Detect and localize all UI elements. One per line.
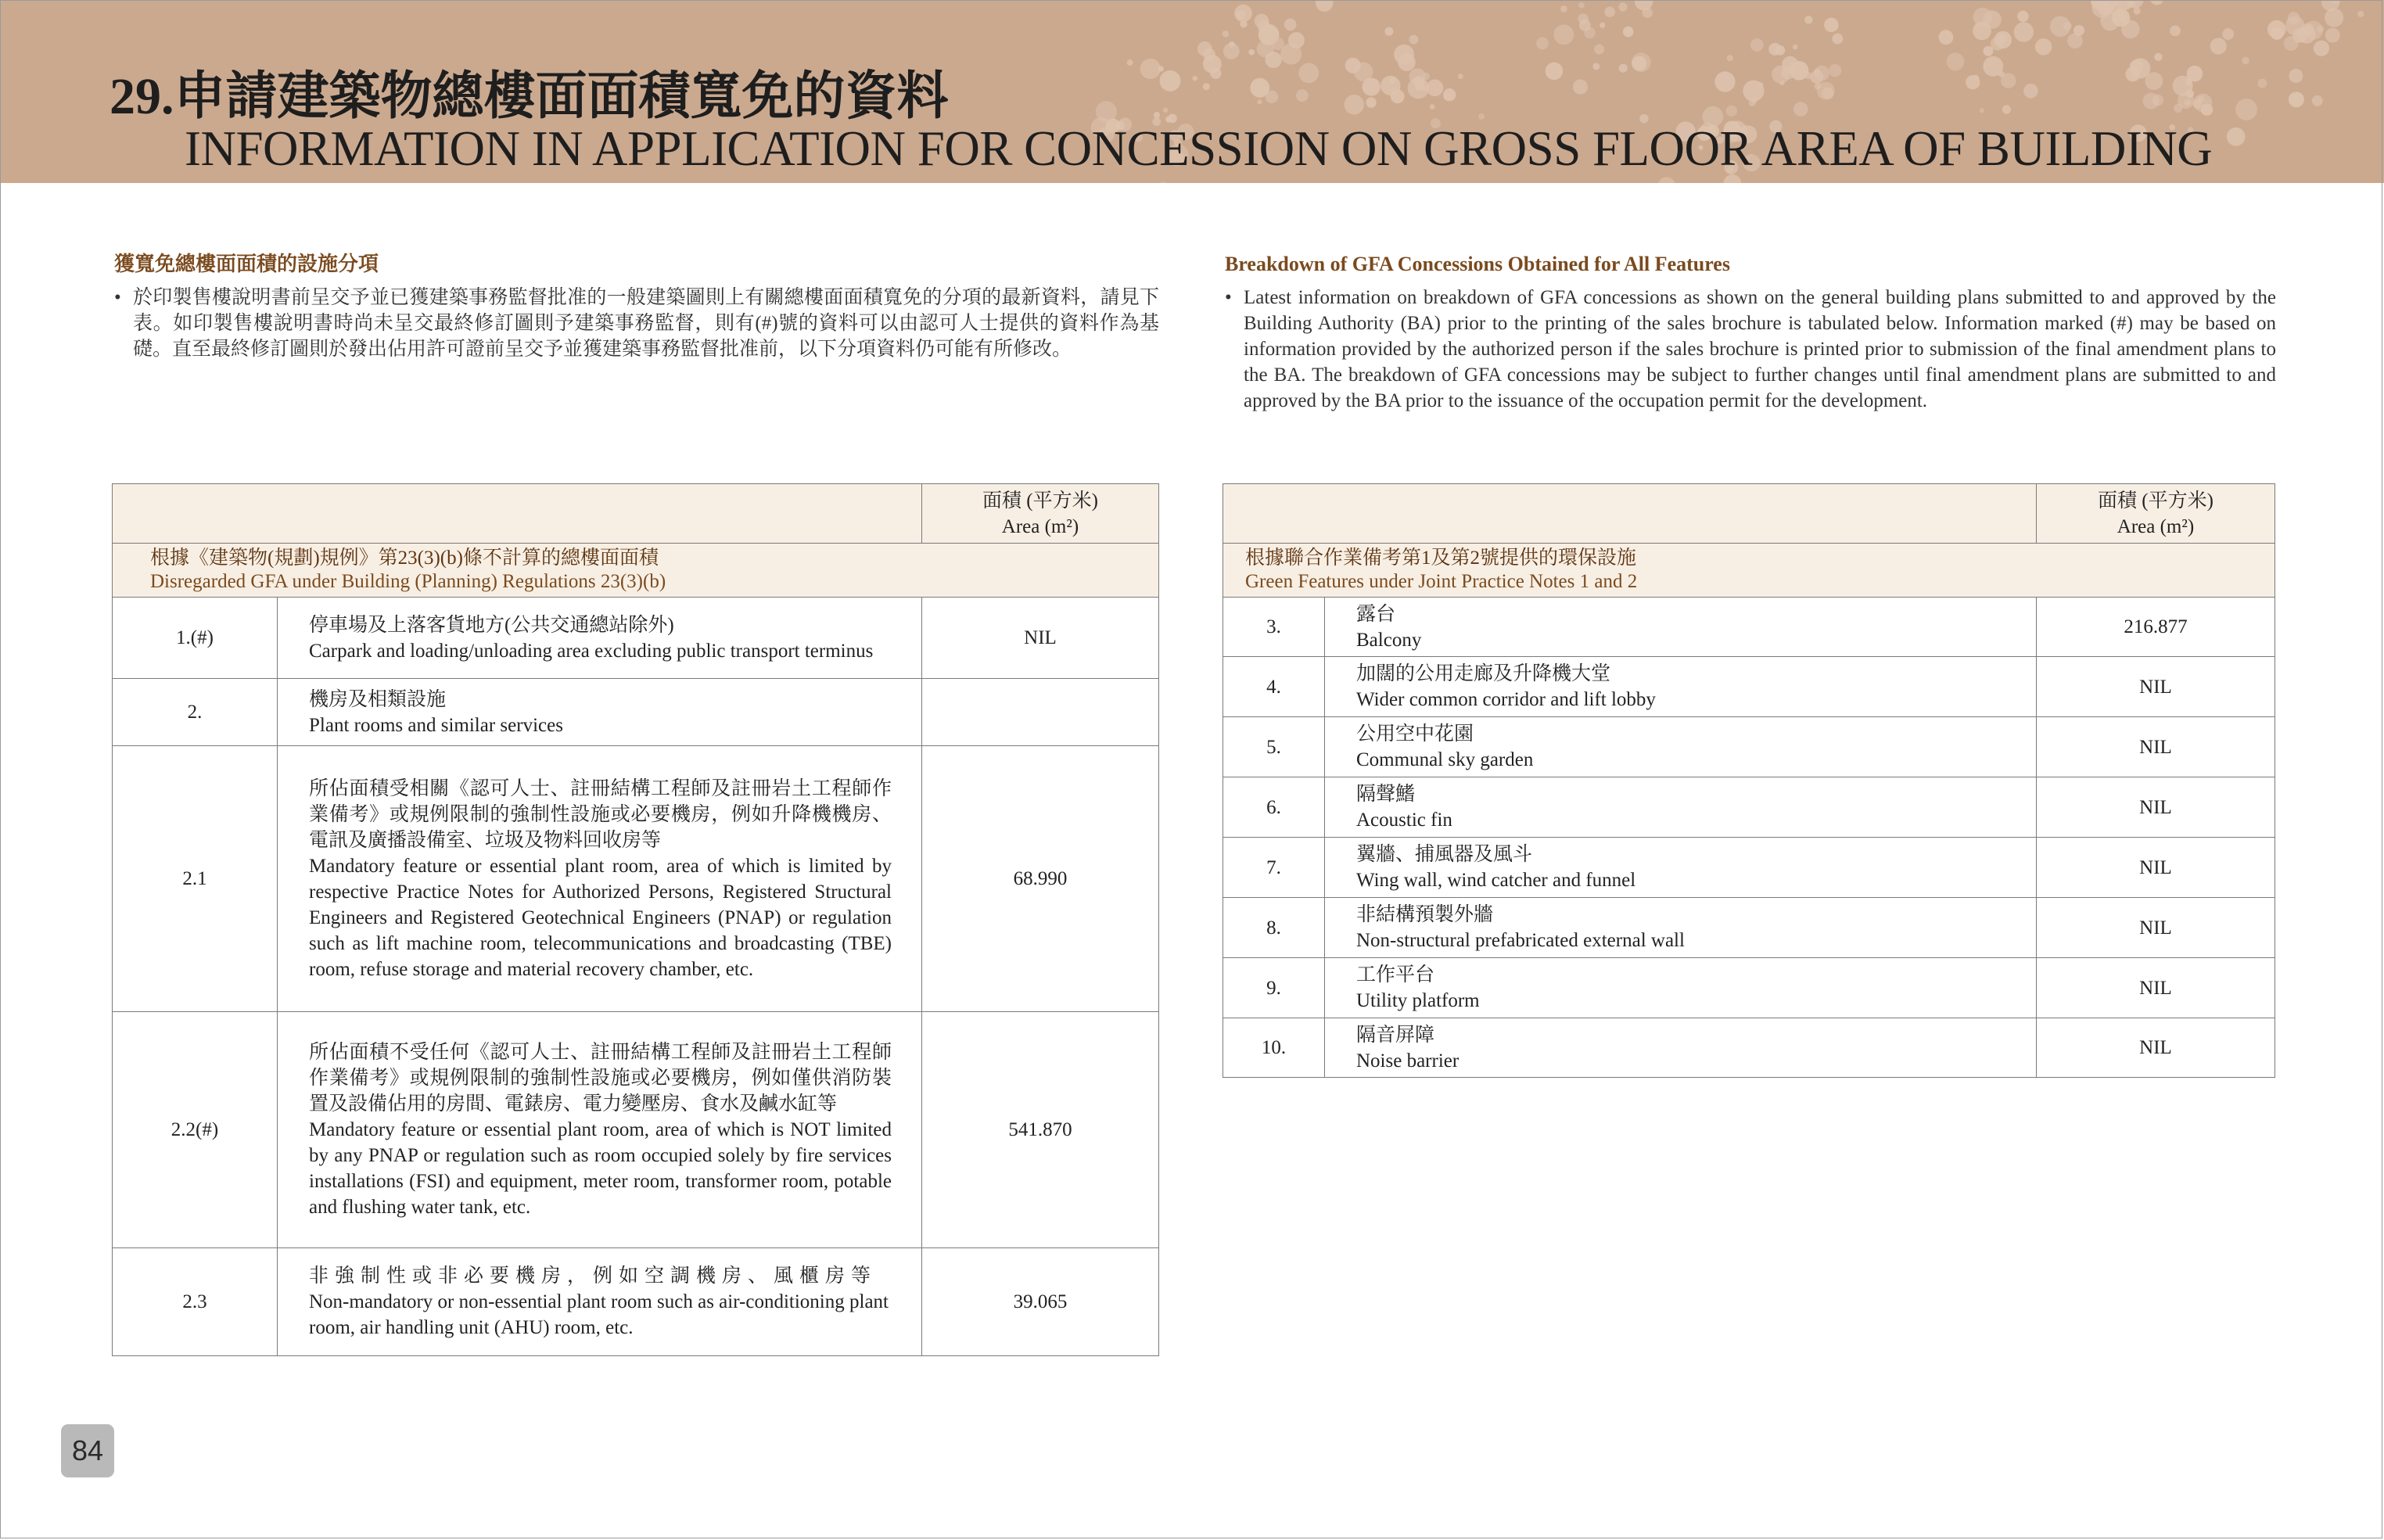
- row-area: NIL: [2037, 717, 2275, 777]
- decorative-dot: [2201, 103, 2213, 115]
- decorative-dot: [1832, 34, 1843, 45]
- table-row: [1223, 717, 2275, 777]
- decorative-dot: [2258, 79, 2267, 88]
- row-desc-en: Non-structural prefabricated external wall: [1356, 930, 1685, 951]
- area-header-en: Area (m²): [1001, 515, 1079, 537]
- decorative-dot: [2063, 22, 2072, 31]
- row-number: 2.: [113, 679, 278, 746]
- decorative-dot: [2314, 41, 2329, 56]
- decorative-dot: [1980, 108, 1984, 113]
- row-number: 6.: [1223, 777, 1325, 838]
- decorative-dot: [2298, 26, 2316, 44]
- decorative-dot: [1750, 38, 1764, 52]
- row-description: [1325, 657, 2037, 717]
- decorative-dot: [1458, 74, 1463, 79]
- decorative-dot: [1772, 66, 1790, 84]
- decorative-dot: [1203, 55, 1222, 74]
- decorative-dot: [1366, 97, 1376, 107]
- decorative-dot: [1288, 32, 1305, 48]
- decorative-dot: [2186, 90, 2194, 98]
- table-header-row: [1223, 484, 2275, 544]
- left-section-heading: 獲寬免總樓面面積的設施分項: [114, 253, 379, 275]
- row-number: 10.: [1223, 1018, 1325, 1078]
- decorative-dot: [1158, 182, 1170, 183]
- decorative-dot: [2325, 28, 2340, 43]
- decorative-dot: [2242, 57, 2249, 65]
- table-row: [113, 746, 1159, 1012]
- area-header-zh: 面積 (平方米): [2098, 490, 2213, 512]
- row-desc-en: Mandatory feature or essential plant room, area of which is NOT limited by any PNAP or regulation such as room occupied solely by fire services installations (FSI) and equipment, meter room, transformer room, potable and flushing water tank, etc.: [309, 1119, 892, 1218]
- decorative-dot: [1197, 41, 1212, 56]
- decorative-dot: [2357, 11, 2364, 17]
- row-description: [1325, 838, 2037, 898]
- decorative-dot: [1618, 2, 1627, 11]
- row-desc-zh: 所佔面積受相關《認可人士、註冊結構工程師及註冊岩土工程師作業備考》或規例限制的強制性設施或必要機房，例如升降機機房、電訊及廣播設備室、垃圾及物料回收房等: [309, 777, 892, 851]
- right-paragraph-text: Latest information on breakdown of GFA concessions as shown on the general building plans submitted to and approved by the Building Authority (BA) prior to the printing of the sales brochure is tabulated below. Information marked (#) may be based on information provided by the authorized person if the sales brochure is printed prior to submission of the final amendment plans to the BA. The breakdown of GFA concessions may be subject to further changes until final amendment plans are submitted to and approved by the BA prior to the issuance of the occupation permit for the development.: [1244, 287, 2276, 411]
- row-desc-zh: 加闊的公用走廊及升降機大堂: [1356, 663, 1611, 684]
- category-title-zh: 根據《建築物(規劃)規例》第23(3)(b)條不計算的總樓面面積: [150, 547, 659, 569]
- table-row: [1223, 1018, 2275, 1078]
- decorative-dot: [1160, 70, 1181, 92]
- bullet-mark: •: [1225, 287, 1232, 308]
- decorative-dot: [2325, 8, 2343, 27]
- left-section-paragraph: [114, 285, 1159, 394]
- decorative-dot: [1163, 107, 1169, 113]
- row-number: 9.: [1223, 958, 1325, 1018]
- row-desc-en: Noise barrier: [1356, 1050, 1459, 1072]
- decorative-dot: [2185, 78, 2192, 85]
- table-header-row: [113, 484, 1159, 544]
- decorative-dot: [1714, 71, 1735, 92]
- left-paragraph-text: 於印製售樓說明書前呈交予並已獲建築事務監督批准的一般建築圖則上有關總樓面面積寬免的分項的最新資料，請見下表。如印製售樓說明書時尚未呈交最終修訂圖則予建築事務監督，則有(#)號的資料可以由認可人士提供的資料作為基礎。直至最終修訂圖則於發出佔用許可證前呈交予並獲建築事務監督批准前，以下分項資料仍可能有所修改。: [133, 287, 1159, 360]
- row-number: 7.: [1223, 838, 1325, 898]
- decorative-dot: [1578, 2, 1585, 9]
- decorative-dot: [1727, 55, 1733, 61]
- decorative-dot: [1398, 53, 1416, 71]
- row-area: 216.877: [2037, 598, 2275, 657]
- row-description: [278, 598, 922, 679]
- decorative-dot: [1298, 63, 1319, 83]
- header-blank-cell: [1223, 484, 2037, 544]
- category-row: [113, 544, 1159, 598]
- row-description: [1325, 598, 2037, 657]
- category-title-zh: 根據聯合作業備考第1及第2號提供的環保設施: [1245, 547, 1637, 569]
- row-area: NIL: [2037, 898, 2275, 958]
- category-title-en: Green Features under Joint Practice Notes 1 and 2: [1245, 571, 1638, 592]
- table-row: [1223, 898, 2275, 958]
- decorative-dot: [1260, 26, 1270, 36]
- row-number: 2.1: [113, 746, 278, 1012]
- area-header-cell: [2037, 484, 2275, 544]
- decorative-dot: [1643, 8, 1653, 18]
- row-number: 4.: [1223, 657, 1325, 717]
- row-desc-zh: 露台: [1356, 603, 1396, 625]
- row-desc-zh: 非結構預製外牆: [1356, 904, 1494, 925]
- area-header-zh: 面積 (平方米): [982, 490, 1098, 512]
- row-desc-zh: 隔音屏障: [1356, 1024, 1435, 1046]
- decorative-dot: [2035, 38, 2052, 56]
- decorative-dot: [1793, 45, 1798, 50]
- table-row: [113, 679, 1159, 746]
- right-section-heading: Breakdown of GFA Concessions Obtained for All Features: [1225, 253, 1730, 275]
- decorative-dot: [2271, 27, 2283, 40]
- bullet-mark: •: [114, 287, 121, 308]
- decorative-dot: [1939, 30, 1954, 45]
- decorative-dot: [1592, 63, 1600, 70]
- decorative-dot: [1804, 72, 1811, 79]
- decorative-dot: [1810, 70, 1823, 84]
- table-row: [1223, 777, 2275, 838]
- row-number: 5.: [1223, 717, 1325, 777]
- row-area: NIL: [2037, 777, 2275, 838]
- decorative-dot: [2142, 93, 2159, 109]
- decorative-dot: [1779, 81, 1784, 85]
- decorative-dot: [1554, 24, 1574, 45]
- decorative-dot: [1749, 99, 1756, 106]
- decorative-dot: [2014, 22, 2034, 41]
- decorative-dot: [2098, 2, 2110, 15]
- decorative-dot: [1223, 31, 1230, 38]
- gfa-table-green-features: [1223, 483, 2275, 1078]
- row-number: 2.3: [113, 1248, 278, 1356]
- decorative-dot: [1384, 27, 1393, 36]
- decorative-dot: [1560, 5, 1567, 13]
- decorative-dot: [1758, 82, 1763, 87]
- decorative-dot: [1584, 27, 1596, 39]
- row-area: 541.870: [922, 1012, 1159, 1248]
- decorative-dot: [1140, 59, 1161, 79]
- row-area: [922, 679, 1159, 746]
- row-desc-zh: 所佔面積不受任何《認可人士、註冊結構工程師及註冊岩土工程師作業備考》或規例限制的強制性設施或必要機房，例如僅供消防裝置及設備佔用的房間、電錶房、電力變壓房、食水及鹹水缸等: [309, 1042, 892, 1115]
- decorative-dot: [2133, 7, 2140, 14]
- decorative-dot: [2185, 99, 2192, 106]
- decorative-dot: [2235, 99, 2257, 120]
- row-number: 1.(#): [113, 598, 278, 679]
- decorative-dot: [1248, 49, 1255, 56]
- decorative-dot: [1536, 38, 1549, 50]
- decorative-dot: [1223, 43, 1240, 59]
- decorative-dot: [2154, 53, 2162, 61]
- decorative-dot: [1409, 35, 1419, 45]
- decorative-dot: [1594, 45, 1604, 55]
- decorative-dot: [1829, 64, 1841, 77]
- row-description: [1325, 717, 2037, 777]
- decorative-dot: [2222, 28, 2234, 40]
- row-desc-zh: 非強制性或非必要機房，例如空調機房、風櫃房等: [309, 1265, 878, 1287]
- category-cell: [113, 544, 1159, 598]
- row-desc-zh: 隔聲鰭: [1356, 784, 1416, 805]
- category-cell: [1223, 544, 2275, 598]
- decorative-dot: [1578, 13, 1589, 24]
- decorative-dot: [1266, 52, 1282, 68]
- page-number-badge: 84: [61, 1424, 114, 1477]
- decorative-dot: [1250, 78, 1269, 98]
- decorative-dot: [1619, 64, 1628, 73]
- decorative-dot: [1127, 59, 1133, 66]
- decorative-dot: [2289, 69, 2303, 83]
- decorative-dot: [1600, 23, 1605, 28]
- row-desc-zh: 工作平台: [1356, 964, 1435, 985]
- decorative-dot: [2125, 66, 2140, 81]
- row-desc-en: Wider common corridor and lift lobby: [1356, 689, 1656, 710]
- decorative-dot: [1632, 56, 1646, 71]
- decorative-dot: [1768, 43, 1781, 56]
- decorative-dot: [1726, 106, 1737, 117]
- decorative-dot: [2017, 11, 2028, 22]
- decorative-dot: [2073, 25, 2084, 36]
- row-description: [1325, 1018, 2037, 1078]
- row-desc-en: Wing wall, wind catcher and funnel: [1356, 870, 1636, 891]
- decorative-dot: [2023, 84, 2038, 99]
- row-desc-zh: 翼牆、捕風器及風斗: [1356, 844, 1533, 865]
- decorative-dot: [1409, 68, 1426, 84]
- row-area: NIL: [2037, 1018, 2275, 1078]
- decorative-dot: [2288, 12, 2300, 24]
- row-area: NIL: [2037, 958, 2275, 1018]
- decorative-dot: [1824, 18, 1839, 33]
- row-description: [1325, 958, 2037, 1018]
- table-row: [1223, 598, 2275, 657]
- decorative-dot: [1998, 71, 2005, 77]
- row-description: [1325, 777, 2037, 838]
- decorative-dot: [1203, 83, 1210, 90]
- gfa-table-disregarded: [112, 483, 1159, 1356]
- header-blank-cell: [113, 484, 922, 544]
- decorative-dot: [1973, 22, 1991, 41]
- decorative-dot: [1296, 89, 1309, 102]
- decorative-dot: [1154, 112, 1160, 118]
- row-desc-zh: 機房及相類設施: [309, 688, 447, 710]
- category-title-en: Disregarded GFA under Building (Planning) Regulations 23(3)(b): [150, 571, 666, 592]
- table-row: [1223, 958, 2275, 1018]
- decorative-dot: [1380, 76, 1400, 95]
- decorative-dot: [1604, 6, 1615, 17]
- decorative-dot: [1284, 19, 1297, 31]
- table-row: [113, 1012, 1159, 1248]
- decorative-dot: [2289, 92, 2304, 107]
- decorative-dot: [2145, 72, 2163, 90]
- row-description: [1325, 898, 2037, 958]
- table-row: [1223, 838, 2275, 898]
- row-number: 8.: [1223, 898, 1325, 958]
- right-section-paragraph: [1225, 285, 2276, 441]
- decorative-dot: [1363, 77, 1380, 95]
- table-row: [113, 598, 1159, 679]
- decorative-dot: [1983, 46, 1993, 56]
- page-title-en: INFORMATION IN APPLICATION FOR CONCESSION ON GROSS FLOOR AREA OF BUILDING: [185, 121, 2213, 176]
- row-description: [278, 1012, 922, 1248]
- decorative-dot: [2170, 25, 2181, 36]
- row-desc-en: Plant rooms and similar services: [309, 714, 563, 736]
- decorative-dot: [1316, 0, 1333, 12]
- decorative-dot: [1443, 88, 1456, 101]
- decorative-dot: [2317, 26, 2324, 33]
- decorative-dot: [2002, 105, 2011, 113]
- row-number: 2.2(#): [113, 1012, 278, 1248]
- row-description: [278, 679, 922, 746]
- decorative-dot: [2150, 0, 2163, 5]
- decorative-dot: [1345, 95, 1364, 114]
- decorative-dot: [1947, 52, 1965, 70]
- decorative-dot: [1817, 82, 1835, 100]
- table-row: [1223, 657, 2275, 717]
- area-header-cell: [922, 484, 1159, 544]
- decorative-dot: [1546, 63, 1564, 81]
- row-desc-en: Mandatory feature or essential plant room, area of which is limited by respective Practice Notes for Authorized Persons, Registered Structural Engineers and Registered Geotechnical Engineers (PNAP) or regulation such as lift machine room, telecommunications and broadcasting (TBE) room, refuse storage and material recovery chamber, etc.: [309, 855, 892, 980]
- row-area: NIL: [2037, 657, 2275, 717]
- header-band: [0, 0, 2384, 183]
- decorative-dot: [1623, 27, 1634, 38]
- row-desc-zh: 公用空中花園: [1356, 723, 1474, 745]
- decorative-dot: [1966, 75, 1980, 89]
- row-area: 39.065: [922, 1248, 1159, 1356]
- row-desc-en: Acoustic fin: [1356, 809, 1452, 831]
- decorative-dot: [1236, 12, 1242, 18]
- row-number: 3.: [1223, 598, 1325, 657]
- row-desc-en: Non-mandatory or non-essential plant room such as air-conditioning plant room, air handling unit (AHU) room, etc.: [309, 1291, 889, 1338]
- row-desc-en: Communal sky garden: [1356, 749, 1534, 770]
- decorative-dot: [2227, 127, 2246, 146]
- row-desc-en: Carpark and loading/unloading area excluding public transport terminus: [309, 640, 874, 662]
- decorative-dot: [1257, 99, 1262, 104]
- row-area: 68.990: [922, 746, 1159, 1012]
- row-description: [278, 1248, 922, 1356]
- table-row: [113, 1248, 1159, 1356]
- row-desc-zh: 停車場及上落客貨地方(公共交通總站除外): [309, 614, 674, 636]
- row-desc-en: Utility platform: [1356, 990, 1480, 1011]
- decorative-dot: [2210, 38, 2227, 54]
- decorative-dot: [1793, 102, 1808, 117]
- category-row: [1223, 544, 2275, 598]
- decorative-dot: [1804, 16, 1812, 23]
- row-area: NIL: [2037, 838, 2275, 898]
- page-title-zh: 29.申請建築物總樓面面積寬免的資料: [110, 68, 949, 125]
- decorative-dot: [1430, 104, 1435, 109]
- decorative-dot: [1192, 76, 1197, 81]
- decorative-dot: [2312, 95, 2323, 106]
- decorative-dot: [1998, 34, 2008, 44]
- row-area: NIL: [922, 598, 1159, 679]
- decorative-dot: [1573, 79, 1588, 94]
- row-desc-en: Balcony: [1356, 629, 1422, 651]
- row-description: [278, 746, 922, 1012]
- decorative-dot: [1345, 58, 1361, 74]
- area-header-en: Area (m²): [2117, 515, 2195, 537]
